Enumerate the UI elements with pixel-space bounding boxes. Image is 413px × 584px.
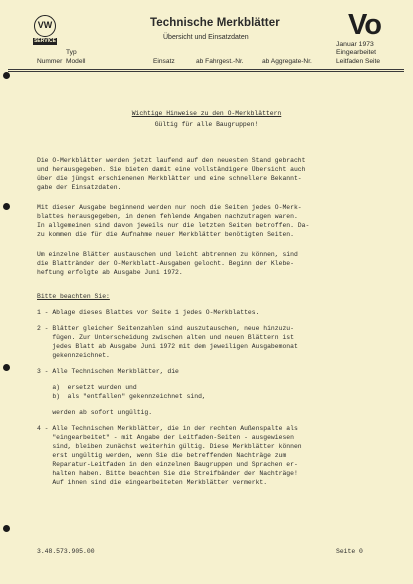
item-2-line: fügen. Zur Unterscheidung zwischen alten und neuen Blättern ist [37,334,294,341]
item-4-line: "eingearbeitet" - mit Angabe der Leitfaden-Seiten - ausgewiesen [37,434,294,441]
section-code: Vo [348,9,381,41]
item-4-line: 4 - Alle Technischen Merkblätter, die in der rechten Außenspalte als [37,425,298,432]
p2-line: Mit dieser Ausgabe beginnend werden nur noch die Seiten jedes O-Merk- [37,204,302,211]
header-rule-bottom [8,71,404,72]
item-2-line: gekennzeichnet. [37,352,110,359]
issue-date: Januar 1973 [336,41,374,48]
item-4-line: sind, bleiben zunächst weiterhin gültig. Diese Merkblätter können [37,443,302,450]
punch-hole [3,72,10,79]
item-3-line: b) als "entfallen" gekennzeichnet sind, [37,393,206,400]
p2-line: zu kommen die für die Aufnahme neuer Merkblätter benötigten Seiten. [37,231,294,238]
service-tag: SERVICE [34,38,56,44]
p1-line: und herausgegeben. Sie bieten damit eine vollständigere Übersicht auch [37,166,306,173]
col-leitfaden: Leitfaden Seite [336,58,380,65]
item-2-line: 2 - Blätter gleicher Seitenzahlen sind auszutauschen, neue hinzuzu- [37,325,294,332]
p1-line: Die O-Merkblätter werden jetzt laufend auf den neuesten Stand gebracht [37,157,306,164]
item-3-line: werden ab sofort ungültig. [37,409,153,416]
typ-label: Typ [66,49,77,56]
col-nummer: Nummer [37,58,63,65]
eingearbeitet-label: Eingearbeitet [336,49,377,56]
p3-line: heftung erfolgte ab Ausgabe Juni 1972. [37,269,183,276]
document-subtitle: Übersicht und Einsatzdaten [163,34,249,41]
header-rule-top [8,69,404,70]
item-4-line: erst ungültig werden, wenn Sie die betreffenden Nachträge zum [37,452,287,459]
item-1-line: 1 - Ablage dieses Blattes vor Seite 1 jedes O-Merkblattes. [37,309,260,316]
col-fahrgest: ab Fahrgest.-Nr. [196,58,244,65]
punch-hole [3,525,10,532]
p2-line: In allgemeinen sind davon jeweils nur die letzten Seiten betroffen. Da- [37,222,310,229]
col-modell: Modell [66,58,86,65]
item-3-line: 3 - Alle Technischen Merkblätter, die [37,368,179,375]
page-number: Seite 0 [336,548,363,555]
notes-heading: Bitte beachten Sie: [37,293,110,300]
p3-line: Um einzelne Blätter austauschen und leicht abtrennen zu können, sind [37,251,298,258]
item-4-line: halten haben. Bitte beachten Sie die Streifbänder der Nachträge! [37,470,298,477]
vw-logo: VW [34,15,56,37]
punch-hole [3,203,10,210]
col-einsatz: Einsatz [153,58,175,65]
item-2-line: jedes Blatt ab Ausgabe Juni 1972 mit dem jeweiligen Ausgabemonat [37,343,298,350]
p1-line: über die jüngst erschienenen Merkblätter und eine schnellere Bekannt- [37,175,302,182]
p1-line: gabe der Einsatzdaten. [37,184,122,191]
punch-hole [3,364,10,371]
p3-line: die Blattränder der O-Merkblatt-Ausgaben gelocht. Beginn der Klebe- [37,260,294,267]
doc-number: 3.48.573.905.00 [37,548,95,555]
document-title: Technische Merkblätter [150,17,280,29]
item-4-line: Reparatur-Leitfaden in den einzelnen Baugruppen und Sprachen er- [37,461,298,468]
p2-line: blattes herausgegeben, in denen fehlende Angaben nachzutragen waren. [37,213,298,220]
heading-line-1: Wichtige Hinweise zu den O-Merkblättern [131,110,282,117]
item-4-line: Auf ihnen sind die eingearbeiteten Merkblätter vermerkt. [37,479,268,486]
col-aggregate: ab Aggregate-Nr. [262,58,312,65]
heading-line-2: Gültig für alle Baugruppen! [154,121,259,128]
item-3-line: a) ersetzt wurden und [37,384,137,391]
